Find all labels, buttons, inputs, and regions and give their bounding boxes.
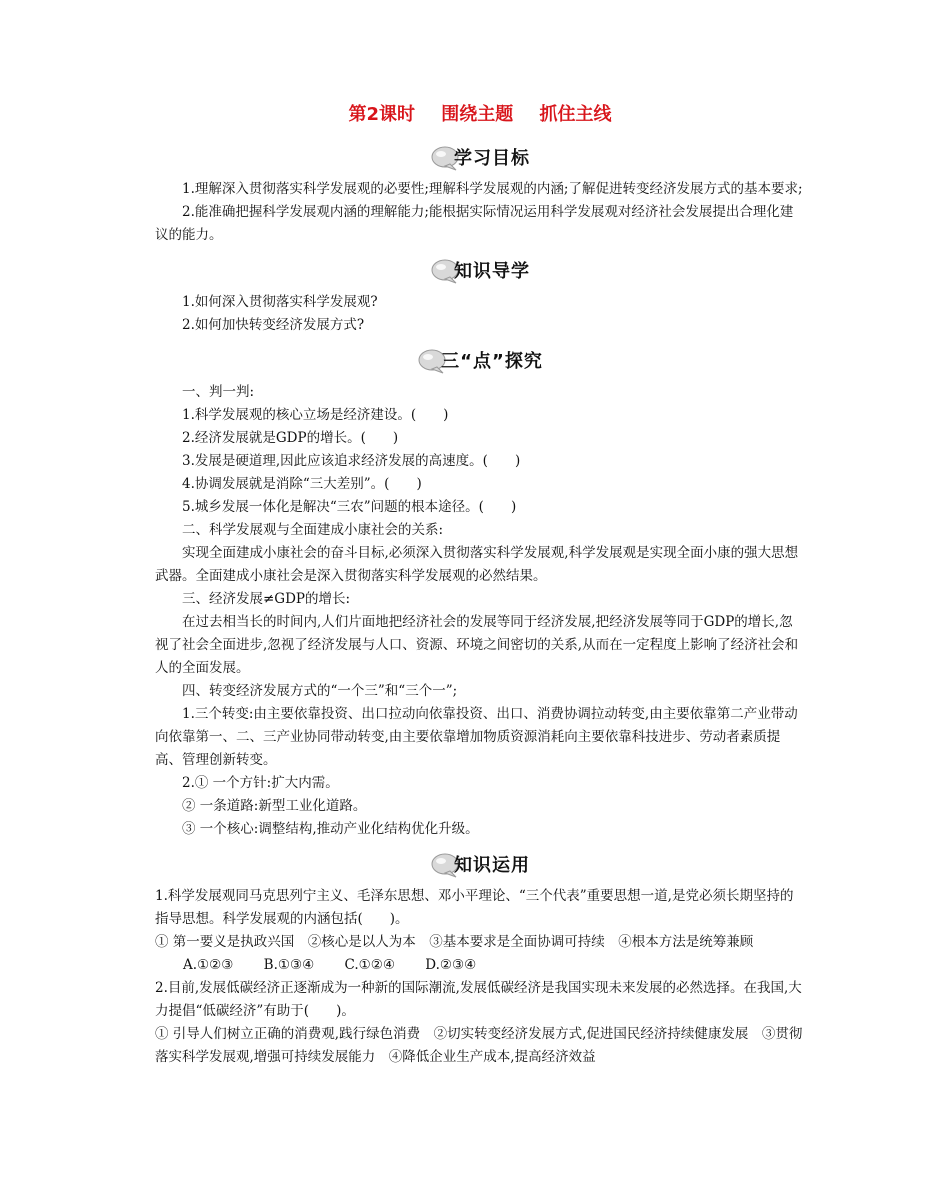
section-title-explore: 三“点”探究 [441,351,543,372]
explore-heading-transform: 四、转变经济发展方式的“一个三”和“三个一”; [182,683,458,699]
gdp-text: 在过去相当长的时间内,人们片面地把经济社会的发展等同于经济发展,把经济发展等同于GDP的增长,忽视了社会全面进步,忽视了经济发展与人口、资源、环境之间密切的关系,从而在一定程度上影响了经济社会和人的全面发展。 [155,614,799,676]
transform-policy: 2.① 一个方针:扩大内需。 [182,775,339,791]
question-2: 2.目前,发展低碳经济正逐渐成为一种新的国际潮流,发展低碳经济是我国实现未来发展的必然选择。在我国,大力提倡“低碳经济”有助于( )。 [155,980,802,1019]
title-mainline: 抓住主线 [539,104,612,125]
relation-text: 实现全面建成小康社会的奋斗目标,必须深入贯彻落实科学发展观,科学发展观是实现全面小康的强大思想武器。全面建成小康社会是深入贯彻落实科学发展观的必然结果。 [155,545,799,584]
page-title [155,100,805,130]
goal-item-1: 1.理解深入贯彻落实科学发展观的必要性;理解科学发展观的内涵;了解促进转变经济发展方式的基本要求; [182,181,803,197]
section-header-goals [155,142,805,172]
section-title-guide: 知识导学 [454,261,530,282]
question-2-items: ① 引导人们树立正确的消费观,践行绿色消费 ②切实转变经济发展方式,促进国民经济持续健康发展 ③贯彻落实科学发展观,增强可持续发展能力 ④降低企业生产成本,提高经济效益 [155,1026,803,1065]
judge-item-1: 1.科学发展观的核心立场是经济建设。( ) [182,407,449,423]
title-lesson: 第2课时 [348,104,415,125]
judge-item-3: 3.发展是硬道理,因此应该追求经济发展的高速度。( ) [182,453,521,469]
question-1-items: ① 第一要义是执政兴国 ②核心是以人为本 ③基本要求是全面协调可持续 ④根本方法是统筹兼顾 [155,934,754,950]
option-a: A.①②③ [183,957,234,973]
transform-three-changes: 1.三个转变:由主要依靠投资、出口拉动向依靠投资、出口、消费协调拉动转变,由主要依靠第二产业带动向依靠第一、二、三产业协同带动转变,由主要依靠增加物质资源消耗向主要依靠科技进步、劳动者素质提高、管理创新转变。 [155,706,798,768]
question-1-options [155,954,805,977]
option-c: C.①②④ [344,957,395,973]
worksheet-page [155,100,805,1069]
goal-item-2: 2.能准确把握科学发展观内涵的理解能力;能根据实际情况运用科学发展观对经济社会发展提出合理化建议的能力。 [155,204,794,243]
section-header-explore [155,345,805,375]
explore-heading-relation: 二、科学发展观与全面建成小康社会的关系: [182,522,444,538]
explore-heading-gdp: 三、经济发展≠GDP的增长: [182,591,351,607]
section-header-guide [155,255,805,285]
judge-item-5: 5.城乡发展一体化是解决“三农”问题的根本途径。( ) [182,499,517,515]
transform-road: ② 一条道路:新型工业化道路。 [182,798,367,814]
explore-heading-judge: 一、判一判: [182,384,255,400]
title-topic: 围绕主题 [441,104,514,125]
transform-core: ③ 一个核心:调整结构,推动产业化结构优化升级。 [182,821,479,837]
judge-item-4: 4.协调发展就是消除“三大差别”。( ) [182,476,422,492]
option-b: B.①③④ [263,957,315,973]
section-title-goals: 学习目标 [454,148,530,169]
guide-item-2: 2.如何加快转变经济发展方式? [182,317,365,333]
guide-item-1: 1.如何深入贯彻落实科学发展观? [182,294,378,310]
judge-item-2: 2.经济发展就是GDP的增长。( ) [182,430,399,446]
question-1: 1.科学发展观同马克思列宁主义、毛泽东思想、邓小平理论、“三个代表”重要思想一道,是党必须长期坚持的指导思想。科学发展观的内涵包括( )。 [155,888,794,927]
section-title-apply: 知识运用 [454,855,530,876]
option-d: D.②③④ [425,957,477,973]
section-header-apply [155,849,805,879]
